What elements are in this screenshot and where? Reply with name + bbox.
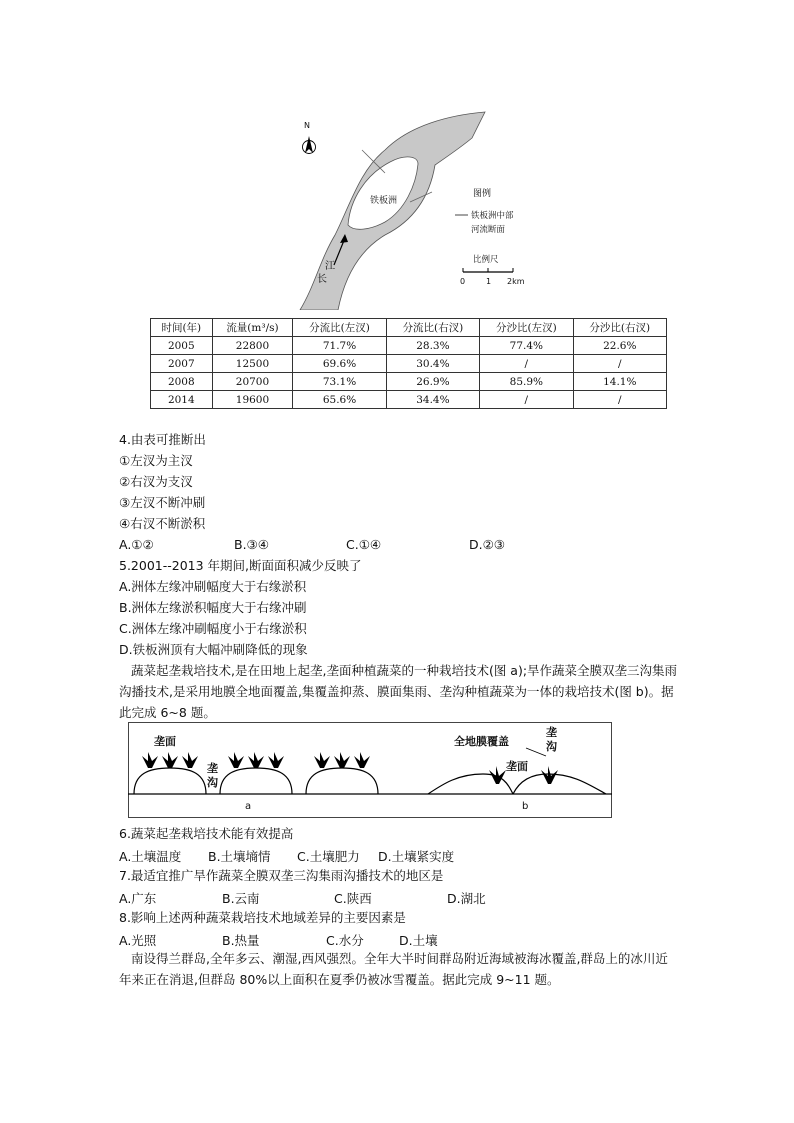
q8-option-c[interactable]: C.水分 <box>326 933 364 948</box>
table-cell: 71.7% <box>293 337 386 355</box>
q8-stem: 8.影响上述两种蔬菜栽培技术地域差异的主要因素是 <box>119 910 406 925</box>
river-label-1: 江 <box>325 261 335 272</box>
map-figure <box>290 110 532 310</box>
river-label-2: 长 <box>317 274 327 285</box>
q7-option-d[interactable]: D.湖北 <box>447 891 486 906</box>
table-cell: 2008 <box>151 373 213 391</box>
table-cell: 20700 <box>212 373 293 391</box>
q5-option-d[interactable]: D.铁板洲顶有大幅冲刷降低的现象 <box>119 642 308 657</box>
fig-a-caption: a <box>245 801 252 812</box>
q7-option-a[interactable]: A.广东 <box>119 891 157 906</box>
table-cell: 19600 <box>212 391 293 409</box>
table-header-cell: 时间(年) <box>151 319 213 337</box>
table-header-cell: 分沙比(右汊) <box>573 319 666 337</box>
table-cell: 65.6% <box>293 391 386 409</box>
table-row <box>151 355 667 373</box>
scale-tick-0: 0 <box>460 277 466 286</box>
q6-option-d[interactable]: D.土壤紧实度 <box>378 849 455 864</box>
q4-option-c[interactable]: C.①④ <box>346 537 382 552</box>
table-cell: 12500 <box>212 355 293 373</box>
intro-paragraph-6-8: 蔬菜起垄栽培技术,是在田地上起垄,垄面种植蔬菜的一种栽培技术(图 a);旱作蔬菜全膜双垄三沟集雨沟播技术,是采用地膜全地面覆盖,集覆盖抑蒸、膜面集雨、垄沟种植蔬菜为一体的栽培技术(图 b)。据此完成 6~8 题。 <box>119 663 678 720</box>
table-cell: 2014 <box>151 391 213 409</box>
q5-option-c[interactable]: C.洲体左缘冲刷幅度小于右缘淤积 <box>119 621 307 636</box>
q7-option-b[interactable]: B.云南 <box>222 891 260 906</box>
q4-option-d[interactable]: D.②③ <box>469 537 506 552</box>
table-cell: / <box>480 391 573 409</box>
table-cell: 85.9% <box>480 373 573 391</box>
q5-stem: 5.2001--2013 年期间,断面面积减少反映了 <box>119 558 362 573</box>
ridge-figure <box>128 722 612 818</box>
q6-option-a[interactable]: A.土壤温度 <box>119 849 182 864</box>
table-header-row <box>151 319 667 337</box>
q8-option-d[interactable]: D.土壤 <box>399 933 438 948</box>
north-label: N <box>304 121 310 130</box>
q7-stem: 7.最适宜推广旱作蔬菜全膜双垄三沟集雨沟播技术的地区是 <box>119 868 444 883</box>
q4-item-4: ④右汊不断淤积 <box>119 516 206 531</box>
legend-item-line1: 铁板洲中部 <box>471 211 514 221</box>
table-cell: 69.6% <box>293 355 386 373</box>
scale-tick-1: 1 <box>486 277 492 286</box>
table-header-cell: 流量(m³/s) <box>212 319 293 337</box>
q5-option-b[interactable]: B.洲体左缘淤积幅度大于右缘冲刷 <box>119 600 307 615</box>
table-cell: 2007 <box>151 355 213 373</box>
q5-option-a[interactable]: A.洲体左缘冲刷幅度大于右缘淤积 <box>119 579 307 594</box>
island-label: 铁板洲 <box>370 196 398 206</box>
legend-title: 图例 <box>473 189 492 199</box>
table-cell: 14.1% <box>573 373 666 391</box>
table-cell: 22800 <box>212 337 293 355</box>
q4-stem: 4.由表可推断出 <box>119 432 206 447</box>
q4-item-3: ③左汊不断冲刷 <box>119 495 206 510</box>
table-row <box>151 373 667 391</box>
table-header-cell: 分流比(左汊) <box>293 319 386 337</box>
table-cell: / <box>573 355 666 373</box>
table-cell: 30.4% <box>386 355 479 373</box>
table-cell: 34.4% <box>386 391 479 409</box>
table-cell: 28.3% <box>386 337 479 355</box>
table-row <box>151 337 667 355</box>
fig-b-film-label: 全地膜覆盖 <box>454 735 509 748</box>
fig-b-ridge-label: 垄面 <box>506 760 528 773</box>
fig-a-ridge-label: 垄面 <box>154 735 176 748</box>
q6-option-b[interactable]: B.土壤墒情 <box>208 849 271 864</box>
table-cell: 26.9% <box>386 373 479 391</box>
scale-tick-2: 2km <box>507 277 525 286</box>
table-header-cell: 分流比(右汊) <box>386 319 479 337</box>
scale-title: 比例尺 <box>473 255 499 265</box>
fig-b-furrow-label-1: 垄 <box>546 726 557 739</box>
q4-item-1: ①左汊为主汊 <box>119 453 193 468</box>
q6-option-c[interactable]: C.土壤肥力 <box>297 849 360 864</box>
fig-b-furrow-label-2: 沟 <box>546 740 557 753</box>
ridge-drawing <box>128 722 612 818</box>
table-cell: 73.1% <box>293 373 386 391</box>
intro-paragraph-9-11: 南设得兰群岛,全年多云、潮湿,西风强烈。全年大半时间群岛附近海域被海冰覆盖,群岛上的冰川近年来正在消退,但群岛 80%以上面积在夏季仍被冰雪覆盖。据此完成 9~11 题。 <box>119 951 668 987</box>
q4-item-2: ②右汊为支汊 <box>119 474 193 489</box>
table-row <box>151 391 667 409</box>
q6-stem: 6.蔬菜起垄栽培技术能有效提高 <box>119 826 294 841</box>
table-cell: 77.4% <box>480 337 573 355</box>
fig-b-caption: b <box>522 801 529 812</box>
table-cell: 2005 <box>151 337 213 355</box>
table-cell: / <box>480 355 573 373</box>
fig-a-furrow-label-1: 垄 <box>207 762 218 775</box>
q4-option-a[interactable]: A.①② <box>119 537 154 552</box>
q8-option-b[interactable]: B.热量 <box>222 933 260 948</box>
fig-a-furrow-label-2: 沟 <box>207 776 218 789</box>
q8-option-a[interactable]: A.光照 <box>119 933 157 948</box>
q7-option-c[interactable]: C.陕西 <box>334 891 372 906</box>
legend-item-line2: 河流断面 <box>471 225 506 235</box>
table-header-cell: 分沙比(左汊) <box>480 319 573 337</box>
table-cell: / <box>573 391 666 409</box>
q4-option-b[interactable]: B.③④ <box>234 537 269 552</box>
table-cell: 22.6% <box>573 337 666 355</box>
flow-sediment-table <box>150 318 667 409</box>
